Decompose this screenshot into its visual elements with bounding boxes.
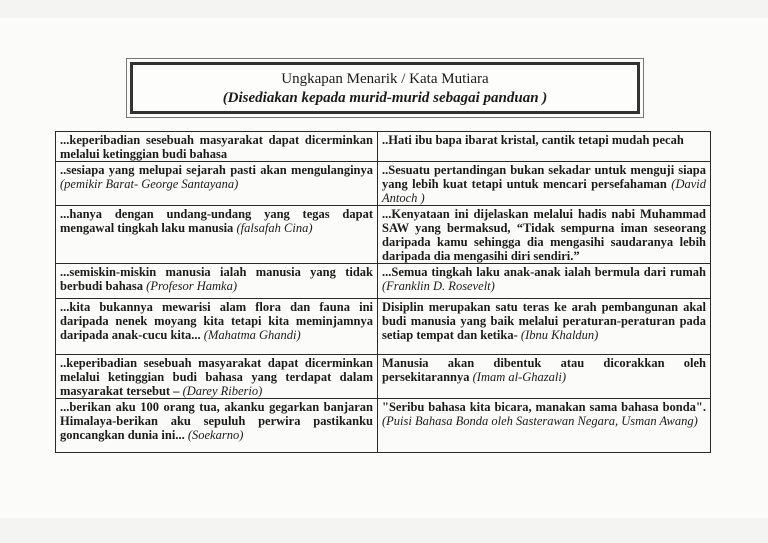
quote-text: Manusia akan dibentuk atau dicorakkan oleh persekitarannya xyxy=(382,356,706,384)
quote-attribution: (Imam al-Ghazali) xyxy=(472,370,567,384)
quote-attribution: (pemikir Barat- George Santayana) xyxy=(60,177,239,191)
quote-cell-right xyxy=(378,399,711,453)
quote-cell-right xyxy=(378,355,711,399)
quote-text: Disiplin merupakan satu teras ke arah pembangunan akal budi manusia yang baik melalui peraturan-peraturan pada setiap tempat dan ketika- xyxy=(382,300,706,342)
quote-cell-right xyxy=(378,132,711,162)
quote-attribution: (Profesor Hamka) xyxy=(146,279,237,293)
quote-cell-left xyxy=(56,264,378,299)
table-row xyxy=(56,399,711,453)
quote-text: ..Sesuatu pertandingan bukan sekadar untuk menguji siapa yang lebih kuat tetapi untuk mencari persefahaman xyxy=(382,163,706,191)
quote-text: ...kita bukannya mewarisi alam flora dan fauna ini daripada nenek moyang kita tetapi kita meminjamnya daripada anak-cucu kita... xyxy=(60,300,373,342)
quote-attribution: (falsafah Cina) xyxy=(236,221,313,235)
quote-text: ...Semua tingkah laku anak-anak ialah bermula dari rumah xyxy=(382,265,706,279)
quote-cell-right xyxy=(378,162,711,206)
quote-text: "Seribu bahasa kita bicara, manakan sama bahasa bonda". xyxy=(382,400,706,414)
quote-cell-left xyxy=(56,162,378,206)
quote-text: ..Hati ibu bapa ibarat kristal, cantik tetapi mudah pecah xyxy=(382,133,684,147)
quote-cell-left xyxy=(56,399,378,453)
quote-text: ...semiskin-miskin manusia ialah manusia yang tidak berbudi bahasa xyxy=(60,265,373,293)
quote-cell-left xyxy=(56,132,378,162)
quote-cell-left xyxy=(56,355,378,399)
quote-text: ...hanya dengan undang-undang yang tegas dapat mengawal tingkah laku manusia xyxy=(60,207,373,235)
quote-text: ..sesiapa yang melupai sejarah pasti akan mengulanginya xyxy=(60,163,373,177)
quote-cell-right xyxy=(378,206,711,264)
quote-attribution: (Ibnu Khaldun) xyxy=(520,328,599,342)
page-subtitle: (Disediakan kepada murid-murid sebagai panduan ) xyxy=(222,90,548,106)
quote-attribution: (Franklin D. Rosevelt) xyxy=(382,279,495,293)
quote-cell-left xyxy=(56,299,378,355)
table-row xyxy=(56,355,711,399)
table-row xyxy=(56,206,711,264)
quote-attribution: (Darey Riberio) xyxy=(182,384,263,398)
table-row xyxy=(56,132,711,162)
quote-cell-right xyxy=(378,299,711,355)
table-row xyxy=(56,264,711,299)
quote-text: ...keperibadian sesebuah masyarakat dapat dicerminkan melalui ketinggian budi bahasa xyxy=(60,133,373,161)
quote-attribution: (Soekarno) xyxy=(187,428,244,442)
quote-cell-right xyxy=(378,264,711,299)
quotes-table xyxy=(55,131,711,453)
quote-text: ...Kenyataan ini dijelaskan melalui hadis nabi Muhammad SAW yang bermaksud, “Tidak sempurna iman seseorang daripada kamu sehingga dia mengasihi saudaranya lebih daripada dia mengasihi diri sendiri.” xyxy=(382,207,706,263)
table-row xyxy=(56,299,711,355)
title-box xyxy=(130,62,640,114)
quote-cell-left xyxy=(56,206,378,264)
quote-text: ..keperibadian sesebuah masyarakat dapat dicerminkan melalui ketinggian budi bahasa yang terdapat dalam masyarakat tersebut – xyxy=(60,356,373,398)
page-title: Ungkapan Menarik / Kata Mutiara xyxy=(281,71,489,87)
quote-attribution: (Mahatma Ghandi) xyxy=(203,328,301,342)
table-row xyxy=(56,162,711,206)
quote-text: ...berikan aku 100 orang tua, akanku gegarkan banjaran Himalaya-berikan aku sepuluh perwira pastikanku goncangkan dunia ini... xyxy=(60,400,373,442)
quote-attribution: (Puisi Bahasa Bonda oleh Sasterawan Negara, Usman Awang) xyxy=(382,414,698,428)
quote-attribution: (David Antoch ) xyxy=(382,177,707,205)
